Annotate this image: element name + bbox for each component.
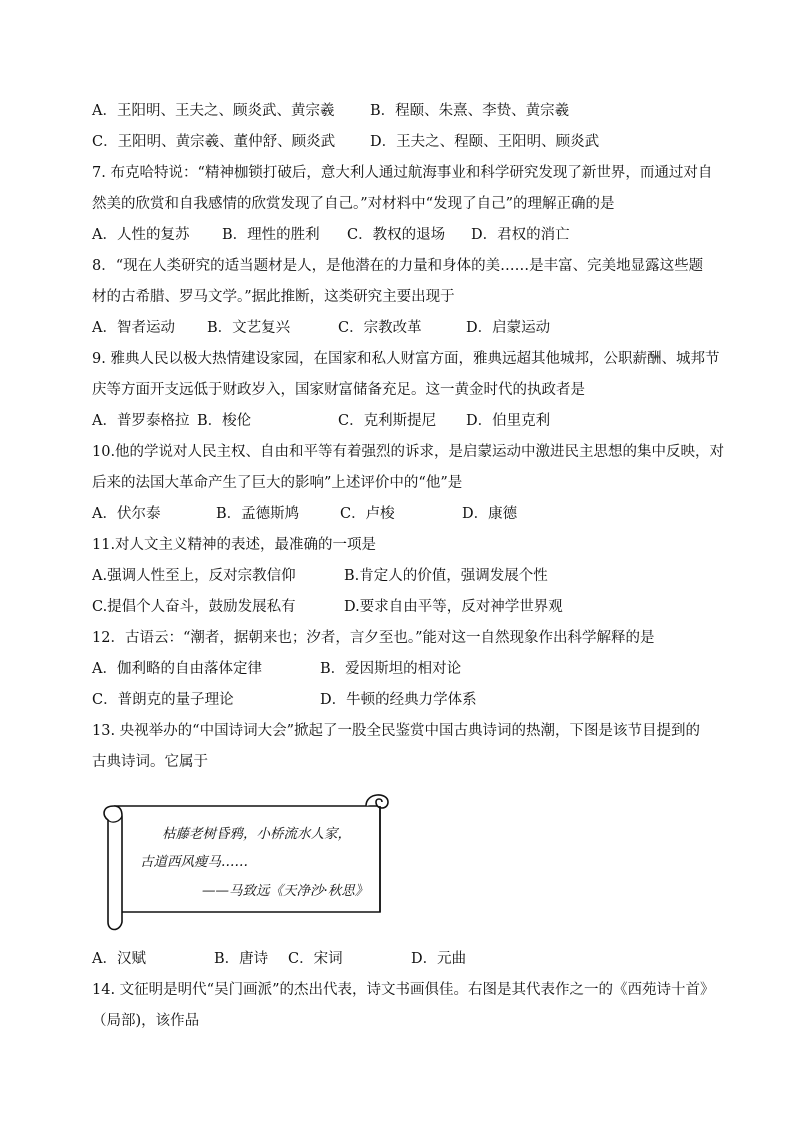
option-d[interactable]: D．牛顿的经典力学体系 — [320, 692, 477, 708]
question-stem: 古典诗词。它属于 — [92, 754, 208, 770]
option-d[interactable]: D．王夫之、程颐、王阳明、顾炎武 — [370, 134, 600, 150]
question-stem: 12．古语云：“潮者，据朝来也；汐者，言夕至也。”能对这一自然现象作出科学解释的是 — [92, 630, 655, 646]
option-d[interactable]: D．启蒙运动 — [466, 320, 551, 336]
question-13 — [92, 716, 712, 975]
options-row — [92, 685, 712, 716]
option-a[interactable]: A．普罗泰格拉 — [92, 413, 190, 429]
question-14 — [92, 975, 715, 1037]
question-stem: 然美的欣赏和自我感情的欣赏发现了自己。”对材料中“发现了自己”的理解正确的是 — [92, 196, 615, 212]
question-6-options — [92, 96, 712, 158]
option-a[interactable]: A．王阳明、王夫之、顾炎武、黄宗羲 — [92, 103, 335, 119]
option-b[interactable]: B．文艺复兴 — [207, 320, 291, 336]
option-c[interactable]: C．克利斯提尼 — [338, 413, 437, 429]
option-c[interactable]: C．宗教改革 — [338, 320, 422, 336]
question-stem: 13. 央视举办的“中国诗词大会”掀起了一股全民鉴赏中国古典诗词的热潮，下图是该节目提到的 — [92, 723, 700, 739]
question-stem: （局部)，该作品 — [92, 1013, 200, 1029]
option-b[interactable]: B．唐诗 — [214, 951, 269, 967]
option-d[interactable]: D．康德 — [462, 506, 518, 522]
option-c[interactable]: C．卢梭 — [340, 506, 395, 522]
question-stem: 11.对人文主义精神的表述，最准确的一项是 — [92, 537, 377, 553]
options-row — [92, 654, 712, 685]
scroll-left-roll — [104, 806, 122, 930]
poem-line: 古道西风瘦马…… — [140, 854, 248, 870]
question-stem: 后来的法国大革命产生了巨大的影响”上述评价中的“他”是 — [92, 475, 463, 491]
options-row — [92, 127, 712, 158]
option-a[interactable]: A．智者运动 — [92, 320, 175, 336]
option-c[interactable]: C．宋词 — [288, 951, 343, 967]
question-10 — [92, 437, 725, 530]
options-row — [92, 561, 712, 592]
question-9 — [92, 344, 720, 437]
option-b[interactable]: B.肯定人的价值，强调发展个性 — [344, 568, 548, 584]
poem-line: 枯藤老树昏鸦，小桥流水人家， — [162, 826, 351, 842]
question-stem: 10.他的学说对人民主权、自由和平等有着强烈的诉求，是启蒙运动中激进民主思想的集中反映，对 — [92, 444, 725, 460]
options-row — [92, 592, 712, 623]
option-d[interactable]: D．元曲 — [411, 951, 467, 967]
option-c[interactable]: C.提倡个人奋斗，鼓励发展私有 — [92, 599, 296, 615]
option-a[interactable]: A．伏尔泰 — [92, 506, 161, 522]
option-b[interactable]: B．孟德斯鸠 — [216, 506, 300, 522]
option-b[interactable]: B．爱因斯坦的相对论 — [320, 661, 462, 677]
option-b[interactable]: B．程颐、朱熹、李贽、黄宗羲 — [370, 103, 570, 119]
options-row — [92, 220, 712, 251]
question-11 — [92, 530, 712, 623]
question-stem: 材的古希腊、罗马文学。”据此推断，这类研究主要出现于 — [92, 289, 455, 305]
option-b[interactable]: B．理性的胜利 — [222, 227, 320, 243]
poem-scroll-figure — [98, 786, 712, 936]
option-c[interactable]: C．普朗克的量子理论 — [92, 692, 234, 708]
option-c[interactable]: C．教权的退场 — [347, 227, 446, 243]
option-a[interactable]: A.强调人性至上，反对宗教信仰 — [92, 568, 296, 584]
option-d[interactable]: D.要求自由平等，反对神学世界观 — [344, 599, 563, 615]
question-stem: 14. 文征明是明代“吴门画派”的杰出代表，诗文书画俱佳。右图是其代表作之一的《西苑诗十首》 — [92, 982, 715, 998]
option-d[interactable]: D．伯里克利 — [466, 413, 551, 429]
option-c[interactable]: C．王阳明、黄宗羲、董仲舒、顾炎武 — [92, 134, 336, 150]
exam-page — [92, 96, 725, 1037]
question-stem: 庆等方面开支远低于财政岁入，国家财富储备充足。这一黄金时代的执政者是 — [92, 382, 585, 398]
question-12 — [92, 623, 712, 716]
poem-source: ——马致远《天净沙·秋思》 — [202, 883, 369, 899]
question-stem: 8．“现在人类研究的适当题材是人，是他潜在的力量和身体的美……是丰富、完美地显露这些题 — [92, 258, 704, 274]
options-row — [92, 406, 712, 437]
question-stem: 7. 布克哈特说：“精神枷锁打破后，意大利人通过航海事业和科学研究发现了新世界，而通过对自 — [92, 165, 713, 181]
options-row — [92, 96, 712, 127]
option-d[interactable]: D．君权的消亡 — [471, 227, 570, 243]
question-stem: 9. 雅典人民以极大热情建设家园，在国家和私人财富方面，雅典远超其他城邦，公职薪酬、城邦节 — [92, 351, 720, 367]
options-row — [92, 944, 712, 975]
option-b[interactable]: B．梭伦 — [197, 413, 252, 429]
options-row — [92, 499, 712, 530]
question-7 — [92, 158, 712, 251]
question-8 — [92, 251, 712, 344]
options-row — [92, 313, 712, 344]
option-a[interactable]: A．人性的复苏 — [92, 227, 190, 243]
option-a[interactable]: A．伽利略的自由落体定律 — [92, 661, 262, 677]
option-a[interactable]: A．汉赋 — [92, 951, 146, 967]
